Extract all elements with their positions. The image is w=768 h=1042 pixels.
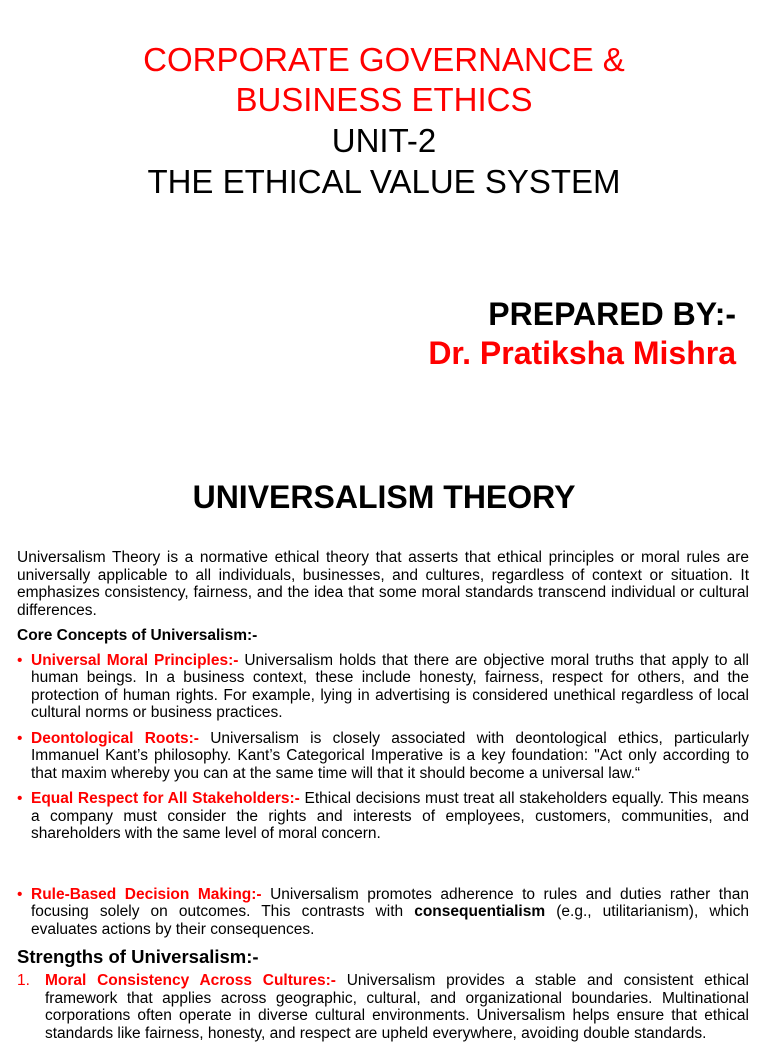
title-block [0, 40, 768, 202]
bullet-term: Deontological Roots:- [31, 729, 199, 747]
bullet-term: Rule-Based Decision Making:- [31, 885, 262, 903]
bullet-icon: • [17, 729, 23, 747]
prepared-by-label: PREPARED BY:- [488, 296, 736, 332]
strengths-heading: Strengths of Universalism:- [17, 946, 259, 967]
title-line-1: CORPORATE GOVERNANCE & [143, 41, 625, 78]
core-concepts-list-continued [17, 886, 749, 939]
bullet-text: Universalism holds that there are objective moral truths that apply to all human beings. In a business context, these include honesty, fairness, respect for others, and the protection of human rights. For example, lying in advertising is considered unethical regardless of local cultural norms or business practices. [31, 651, 749, 721]
strength-term: Moral Consistency Across Cultures:- [45, 972, 336, 989]
spacer [17, 851, 749, 879]
core-concepts-heading: Core Concepts of Universalism:- [17, 627, 258, 644]
intro-paragraph: Universalism Theory is a normative ethical theory that asserts that ethical principles or moral rules are universally applicable to all individuals, businesses, and cultures, regardless of context or situation. It emphasizes consistency, fairness, and the idea that some moral standards transcend individual or cultural differences. [17, 549, 749, 619]
bullet-icon: • [17, 651, 23, 669]
bullet-text: Universalism is closely associated with deontological ethics, particularly Immanuel Kant’s philosophy. Kant’s Categorical Imperative is a key foundation: "Act only according to that maxim whereby you can at the same time will that it should become a universal law.“ [31, 729, 749, 782]
section-heading: UNIVERSALISM THEORY [192, 479, 576, 515]
strengths-list [17, 972, 749, 1042]
bullet-icon: • [17, 885, 23, 903]
bullet-text: Universalism promotes adherence to rules and duties rather than focusing solely on outcomes. This contrasts with [31, 885, 749, 920]
core-concepts-list [17, 652, 749, 843]
list-item [17, 730, 749, 783]
subtitle: THE ETHICAL VALUE SYSTEM [147, 163, 621, 200]
prepared-by-block [428, 294, 736, 372]
bullet-text: (e.g., utilitarianism), which evaluates actions by their consequences. [31, 903, 749, 938]
list-item [17, 790, 749, 843]
bullet-icon: • [17, 790, 23, 807]
bullet-term: Equal Respect for All Stakeholders:- [31, 790, 300, 807]
list-number: 1. [17, 972, 30, 989]
list-item [17, 972, 749, 1042]
strength-text: Universalism provides a stable and consistent ethical framework that applies across geographic, cultural, and organizational boundaries. Multinational corporations often operate in diverse cultural environments. Universalism helps ensure that ethical standards like fairness, honesty, and respect are upheld everywhere, avoiding double standards. [45, 972, 749, 1042]
title-line-2: BUSINESS ETHICS [235, 81, 533, 118]
bullet-bold-term: consequentialism [414, 903, 546, 920]
bullet-term: Universal Moral Principles:- [31, 651, 239, 669]
list-item [17, 652, 749, 722]
list-item [17, 886, 749, 939]
bullet-text: Ethical decisions must treat all stakeholders equally. This means a company must consider the rights and interests of employees, customers, communities, and shareholders with the same level of moral concern. [31, 790, 749, 842]
unit-label: UNIT-2 [331, 122, 437, 159]
author-name: Dr. Pratiksha Mishra [428, 335, 736, 371]
content-body [17, 549, 749, 1042]
